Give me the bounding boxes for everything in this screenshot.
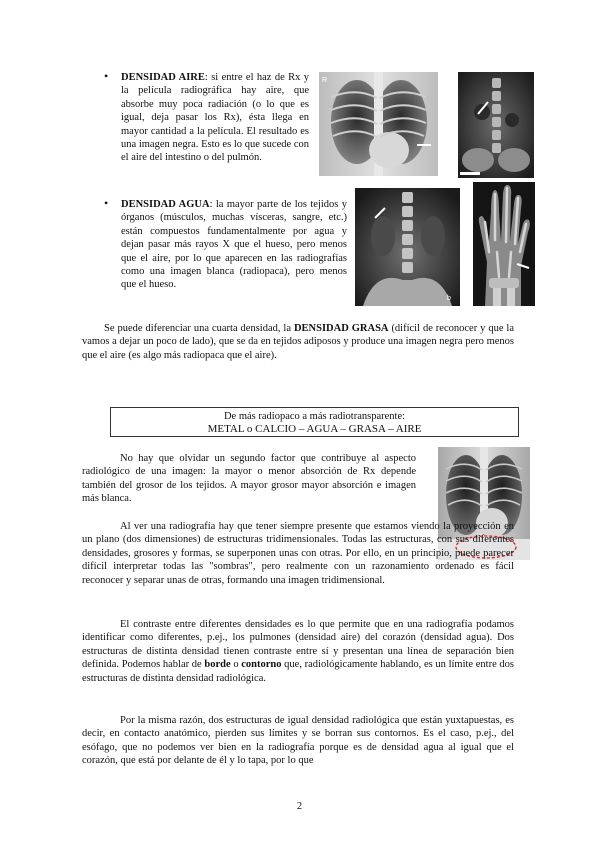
text-proyeccion: Al ver una radiografía hay que tener siempre presente que estamos viendo la proyección en un plano (dos dimensiones) de estructuras tridimensionales. Todas las estructuras, con sus diferentes densidades, grosores y formas, se superponen unas con otras. Por ello, en un principio, puede parecer difícil interpretar todas las "sombras", pero realmente con un razonamiento ordenado es fácil reconocer y separar unas de otras, formando una imagen tridimensional.: [82, 521, 514, 586]
text-densidad-aire: : si entre el haz de Rx y la película radiográfica hay aire, que absorbe muy poca radiación (o lo que es igual, deja pasar los Rx), ésta llega en mayor cantidad a la película. El resultado es una imagen negra. Esto es lo que sucede con el aire del intestino o del pulmón.: [121, 72, 309, 164]
bullet-marker: •: [104, 196, 109, 210]
xray-abdomen-spine-image: [355, 188, 460, 306]
page-number: 2: [296, 801, 303, 812]
paragraph-grosor: [82, 452, 416, 506]
paragraph-proyeccion: [82, 520, 514, 587]
text-contraste-after: que, radiológicamente hablando, es un límite entre dos estructuras de distinta densidad radiológica.: [82, 659, 514, 684]
text-igual-densidad: Por la misma razón, dos estructuras de igual densidad radiológica que están yuxtapuestas, es decir, en contacto anatómico, pierden sus límites y se borran sus contornos. Es el caso, p.ej., del esófago, que no podemos ver bien en la radiografía porque es de densidad agua al igual que el corazón, que está por delante de él y lo tapa, por lo que: [82, 715, 514, 767]
term-densidad-agua: DENSIDAD AGUA: [121, 199, 210, 210]
svg-text:R: R: [322, 77, 328, 84]
term-densidad-grasa: DENSIDAD GRASA: [293, 323, 389, 334]
paragraph-contraste: [82, 618, 514, 685]
bullet-marker: •: [104, 69, 109, 83]
term-borde: borde: [204, 659, 231, 671]
paragraph-densidad-grasa: [82, 322, 514, 362]
xray-abdomen-image: [458, 72, 534, 178]
xray-chest-image: [319, 72, 438, 176]
paragraph-igual-densidad: [82, 714, 514, 768]
term-contorno: contorno: [241, 659, 282, 671]
bullet-densidad-aire: [121, 71, 309, 165]
density-order-box: [110, 407, 519, 437]
text-contraste-before: El contraste entre diferentes densidades es lo que permite que en una radiografía podamos identificar como diferentes, p.ej., los pulmones (densidad aire) del corazón (densidad agua). Dos estructuras de distinta densidad tienen contraste entre sí y presentan una línea de separación bien definida. Podemos hablar de: [82, 619, 514, 671]
text-grasa-before: Se puede diferenciar una cuarta densidad, la: [104, 323, 294, 334]
box-line-2: METAL o CALCIO – AGUA – GRASA – AIRE: [207, 423, 422, 435]
xray-hand-image: [473, 182, 535, 306]
text-contraste-mid: o: [230, 659, 242, 671]
bullet-densidad-agua: [121, 198, 347, 292]
svg-text:b: b: [447, 295, 451, 302]
text-grosor: No hay que olvidar un segundo factor que contribuye al aspecto radiológico de una imagen: la mayor o menor absorción de Rx depende también del grosor de los tejidos. A mayor grosor mayor absorción e imagen más blanca.: [82, 453, 416, 505]
text-densidad-agua: : la mayor parte de los tejidos y órganos (músculos, muchas vísceras, sangre, etc.) están compuestos fundamentalmente por agua y dejan pasar más rayos X que el hueso, pero menos que el aire, por lo que aparecen en las radiografías como una imagen blanca (radiopaca), pero menos que el hueso.: [121, 199, 348, 291]
text-grasa-after: (difícil de reconocer y que la vamos a dejar un poco de lado), que se da en tejidos adiposos y produce una imagen negra pero menos que el aire (es algo más radiopaca que el aire).: [82, 323, 514, 361]
term-densidad-aire: DENSIDAD AIRE: [121, 72, 205, 83]
box-line-1: De más radiopaco a más radiotransparente:: [223, 411, 406, 422]
